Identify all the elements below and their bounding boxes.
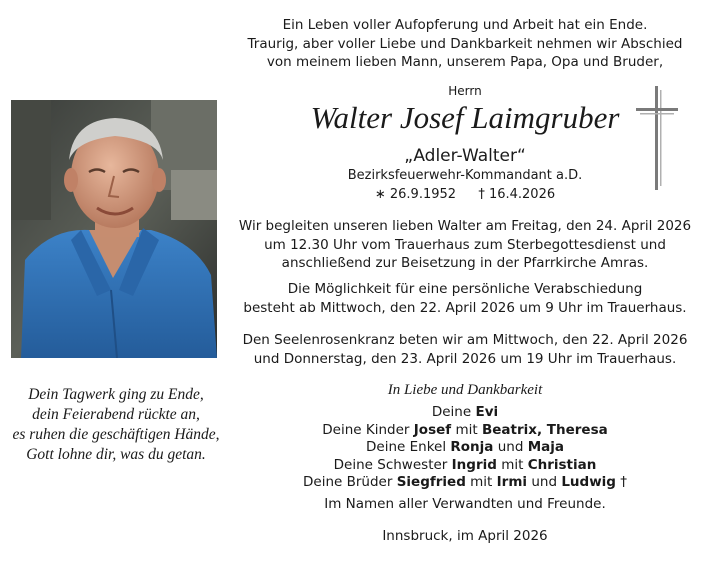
mourner-connector: mit — [455, 421, 478, 438]
farewell-info — [230, 280, 700, 317]
nickname: „Adler-Walter“ — [404, 146, 526, 166]
intro-line: Traurig, aber voller Liebe und Dankbarkeit nehmen wir Abschied — [247, 35, 683, 52]
funeral-info — [230, 217, 700, 273]
farewell-line: Die Möglichkeit für eine persönliche Verabschiedung — [287, 281, 643, 297]
mourner-prefix: Deine Schwester — [333, 456, 448, 473]
intro-text — [230, 16, 700, 72]
mourner-line-brothers — [230, 474, 700, 492]
deceased-mark: † — [620, 474, 627, 490]
mourner-connector: und — [497, 439, 524, 455]
mourner-prefix: Deine — [431, 404, 472, 420]
mourner-connector: und — [531, 474, 558, 490]
mourner-name: Irmi — [496, 474, 528, 490]
rosary-info — [230, 331, 700, 368]
farewell-line: besteht ab Mittwoch, den 22. April 2026 um 9 Uhr im Trauerhaus. — [243, 299, 687, 316]
mourner-name: Ronja — [450, 439, 494, 455]
birth-date: ∗ 26.9.1952 — [374, 187, 457, 202]
mourner-line-wife — [230, 404, 700, 422]
funeral-line: anschließend zur Beisetzung in der Pfarrkirche Amras. — [281, 255, 649, 271]
mourners-list — [230, 404, 700, 492]
mourner-name: Ludwig — [561, 474, 616, 490]
funeral-line: Wir begleiten unseren lieben Walter am Freitag, den 24. April 2026 — [238, 218, 692, 234]
death-date: † 16.4.2026 — [478, 187, 556, 202]
poem — [0, 385, 232, 465]
poem-line: dein Feierabend rückte an, — [32, 406, 200, 423]
mourner-name: Christian — [527, 456, 597, 473]
life-dates — [230, 187, 700, 202]
mourner-prefix: Deine Brüder — [303, 474, 393, 490]
cross-icon — [636, 86, 678, 190]
intro-line: von meinem lieben Mann, unserem Papa, Opa und Bruder, — [266, 54, 664, 70]
mourner-connector: mit — [501, 456, 524, 473]
mourner-name: Siegfried — [396, 474, 466, 490]
relatives-note: Im Namen aller Verwandten und Freunde. — [324, 496, 606, 512]
mourner-prefix: Deine Kinder — [322, 421, 410, 438]
intro-line: Ein Leben voller Aufopferung und Arbeit hat ein Ende. — [282, 17, 648, 33]
mourner-prefix: Deine Enkel — [366, 439, 447, 455]
rosary-line: Den Seelenrosenkranz beten wir am Mittwoch, den 22. April 2026 — [242, 332, 688, 348]
salutation: Herrn — [448, 84, 482, 98]
mourner-connector: mit — [470, 474, 493, 490]
poem-line: Dein Tagwerk ging zu Ende, — [28, 386, 204, 403]
mourner-name: Ingrid — [451, 456, 497, 473]
mourner-name: Evi — [475, 404, 499, 420]
thanks-heading: In Liebe und Dankbarkeit — [387, 382, 543, 398]
poem-line: Gott lohne dir, was du getan. — [26, 446, 206, 463]
rosary-line: und Donnerstag, den 23. April 2026 um 19 Uhr im Trauerhaus. — [253, 350, 677, 367]
mourner-line-children — [230, 422, 700, 440]
mourner-name: Beatrix, Theresa — [481, 421, 608, 438]
mourner-line-grandchildren — [230, 439, 700, 457]
poem-line: es ruhen die geschäftigen Hände, — [12, 426, 220, 443]
deceased-name: Walter Josef Laimgruber — [310, 100, 620, 135]
funeral-line: um 12.30 Uhr vom Trauerhaus zum Sterbegottesdienst und — [264, 236, 666, 253]
place-date: Innsbruck, im April 2026 — [382, 528, 548, 544]
mourner-line-sister — [230, 457, 700, 475]
portrait-photo — [11, 100, 217, 358]
mourner-name: Maja — [527, 439, 564, 455]
rank-title: Bezirksfeuerwehr-Kommandant a.D. — [347, 168, 583, 183]
mourner-name: Josef — [413, 421, 452, 438]
